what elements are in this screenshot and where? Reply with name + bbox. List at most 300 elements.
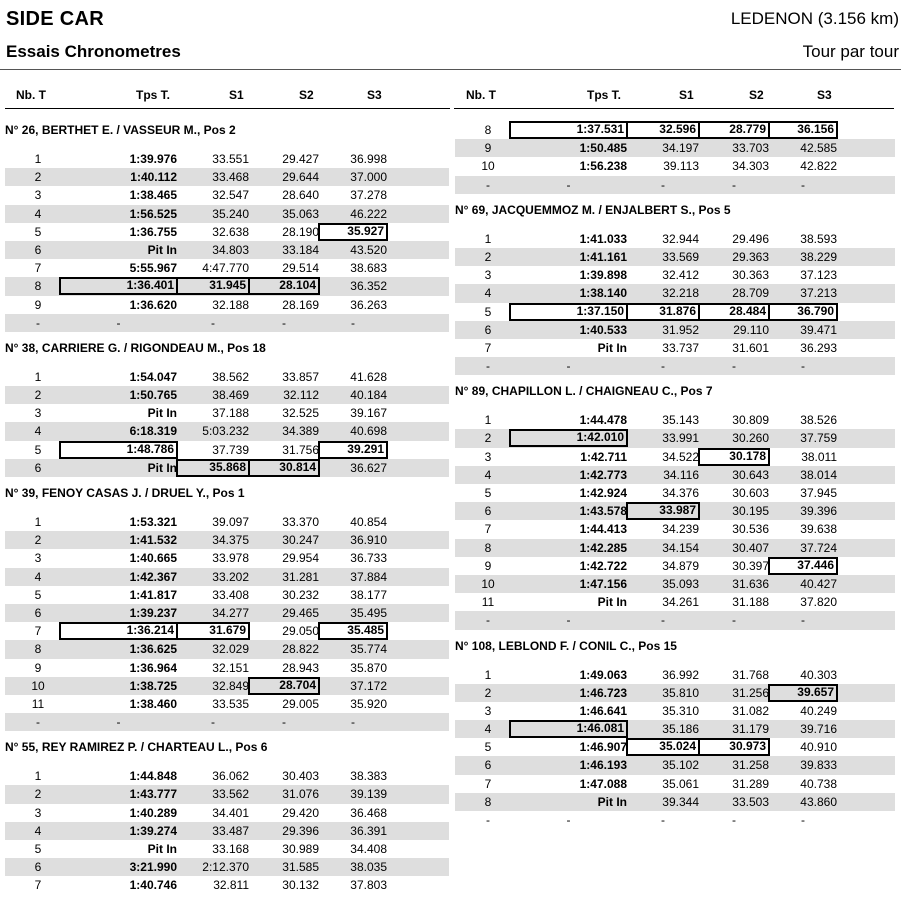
sector-3: 35.495 xyxy=(350,605,387,620)
sector-2: 31.768 xyxy=(732,667,769,682)
lap-time: 1:46.081 xyxy=(510,721,627,737)
sector-2: 29.954 xyxy=(282,551,319,566)
lap-time: 1:44.848 xyxy=(129,769,177,784)
lap-time: 1:47.088 xyxy=(579,776,627,791)
sector-2: 34.303 xyxy=(732,159,769,174)
lap-time: Pit In xyxy=(147,460,177,475)
sector-1: 34.522 xyxy=(662,449,699,464)
lap-time: 1:43.578 xyxy=(579,504,627,519)
col-s3: S3 xyxy=(817,88,832,102)
lap-number: - xyxy=(36,715,40,730)
sector-2: 33.703 xyxy=(732,141,769,156)
lap-number: 9 xyxy=(484,558,492,573)
lap-time: 1:42.010 xyxy=(510,430,627,446)
sector-2: 28.484 xyxy=(699,304,769,320)
table-row xyxy=(5,296,449,314)
table-row xyxy=(455,611,895,629)
sector-2: 30.989 xyxy=(282,842,319,856)
sector-3: 39.139 xyxy=(350,787,387,802)
lap-number: 4 xyxy=(484,467,492,482)
sector-3: 35.920 xyxy=(350,696,387,711)
lap-time: - xyxy=(566,613,571,628)
sector-1: - xyxy=(211,315,215,330)
sector-2: 30.132 xyxy=(282,878,319,893)
sector-1: 35.240 xyxy=(212,206,249,221)
sector-2: 35.063 xyxy=(282,206,319,221)
lap-number: 10 xyxy=(481,159,495,174)
sector-1: - xyxy=(211,715,215,730)
sector-3: 40.427 xyxy=(800,576,837,591)
lap-number: 6 xyxy=(34,605,42,620)
lap-number: 2 xyxy=(484,685,492,700)
lap-number: 1 xyxy=(34,369,42,384)
table-row xyxy=(455,157,895,175)
table-row xyxy=(5,168,449,186)
sector-3: 37.759 xyxy=(800,431,837,446)
sector-3: 35.870 xyxy=(350,660,387,675)
sector-2: 28.822 xyxy=(282,642,319,657)
sector-3: 38.014 xyxy=(800,467,837,482)
table-row xyxy=(5,205,449,223)
sector-3: 36.352 xyxy=(350,279,387,294)
sector-1: - xyxy=(661,177,665,192)
sector-1: 33.569 xyxy=(662,249,699,264)
sector-2: 33.857 xyxy=(282,369,319,384)
sector-3: 37.000 xyxy=(350,170,387,185)
sector-2: - xyxy=(732,177,736,192)
lap-number: 5 xyxy=(34,842,42,856)
sector-1: 34.376 xyxy=(662,486,699,500)
sector-1: 33.468 xyxy=(212,170,249,185)
sector-1: 37.739 xyxy=(212,442,249,457)
sector-1: 34.239 xyxy=(662,522,699,537)
sector-3: 39.167 xyxy=(350,406,387,421)
lap-number: 2 xyxy=(34,170,42,185)
sector-3: 37.803 xyxy=(350,878,387,893)
column-header-rule-right xyxy=(454,108,894,109)
table-row xyxy=(455,448,895,466)
lap-number: 7 xyxy=(484,522,492,537)
sector-3: 38.177 xyxy=(350,587,387,602)
sector-3: 36.468 xyxy=(350,805,387,820)
table-row xyxy=(5,858,449,876)
sector-2: 29.465 xyxy=(282,605,319,620)
session-title: N° 39, FENOY CASAS J. / DRUEL Y., Pos 1 xyxy=(5,486,245,500)
sector-2: 28.190 xyxy=(282,224,319,239)
sector-1: 33.987 xyxy=(627,503,699,519)
table-row xyxy=(455,284,895,302)
sector-3: 36.156 xyxy=(769,122,837,138)
sector-2: 30.809 xyxy=(732,413,769,428)
lap-time: Pit In xyxy=(597,794,627,809)
lap-time: 1:42.711 xyxy=(580,449,627,464)
lap-time: Pit In xyxy=(147,842,177,856)
lap-time: 1:56.525 xyxy=(129,206,177,221)
lap-time: - xyxy=(566,359,571,374)
sector-3: 36.790 xyxy=(769,304,837,320)
lap-time: 1:39.898 xyxy=(579,268,627,283)
table-row xyxy=(5,677,449,695)
lap-number: 5 xyxy=(34,442,42,457)
sector-1: 2:12.370 xyxy=(202,860,249,875)
table-row xyxy=(5,368,449,386)
table-row xyxy=(5,767,449,785)
lap-time: 1:46.723 xyxy=(579,685,627,700)
lap-number: - xyxy=(486,613,490,628)
table-row xyxy=(5,785,449,803)
sector-1: 33.535 xyxy=(212,696,249,711)
table-row xyxy=(455,756,895,774)
page-subtitle: Essais Chronometres xyxy=(6,42,181,61)
sector-2: 31.082 xyxy=(732,703,769,718)
sector-1: 35.186 xyxy=(662,722,699,737)
lap-number: 8 xyxy=(484,540,492,555)
sector-2: 28.779 xyxy=(699,122,769,138)
sector-1: 34.154 xyxy=(662,540,699,555)
lap-number: 6 xyxy=(34,860,42,875)
lap-time: 1:50.485 xyxy=(579,141,627,156)
col-s3: S3 xyxy=(367,88,382,102)
table-row xyxy=(5,150,449,168)
lap-number: 2 xyxy=(484,431,492,446)
sector-2: 28.640 xyxy=(282,188,319,203)
lap-number: 1 xyxy=(484,413,492,428)
sector-3: 39.716 xyxy=(800,722,837,737)
table-row xyxy=(5,277,449,295)
sector-3: 36.627 xyxy=(350,460,387,475)
lap-time: 1:48.786 xyxy=(60,442,177,458)
sector-2: 31.636 xyxy=(732,576,769,591)
table-row xyxy=(5,640,449,658)
sector-1: 34.197 xyxy=(662,141,699,156)
table-row xyxy=(5,513,449,531)
table-row xyxy=(455,266,895,284)
table-row xyxy=(455,248,895,266)
sector-2: 29.050 xyxy=(282,624,319,639)
table-row xyxy=(455,575,895,593)
sector-2: 31.585 xyxy=(282,860,319,875)
lap-number: 8 xyxy=(34,642,42,657)
sector-1: 39.344 xyxy=(662,794,699,809)
lap-number: 3 xyxy=(34,188,42,203)
table-row xyxy=(5,822,449,840)
sector-3: 39.657 xyxy=(769,685,837,701)
table-row xyxy=(455,484,895,502)
lap-number: 6 xyxy=(484,758,492,773)
sector-2: - xyxy=(732,613,736,628)
sector-2: 30.603 xyxy=(732,486,769,500)
sector-1: 34.375 xyxy=(212,533,249,548)
sector-1: 34.879 xyxy=(662,558,699,573)
lap-number: 5 xyxy=(34,224,42,239)
circuit-label: LEDENON (3.156 km) xyxy=(730,9,899,28)
sector-3: 37.945 xyxy=(800,486,837,500)
sector-2: 30.407 xyxy=(732,540,769,555)
page-title: SIDE CAR xyxy=(6,8,104,30)
sector-2: 33.503 xyxy=(732,794,769,809)
session-title: N° 89, CHAPILLON L. / CHAIGNEAU C., Pos 7 xyxy=(455,384,713,399)
sector-3: 34.408 xyxy=(350,842,387,856)
lap-number: 6 xyxy=(34,460,42,475)
sector-1: 35.061 xyxy=(662,776,699,791)
sector-3: 35.774 xyxy=(350,642,387,657)
sector-3: 36.910 xyxy=(350,533,387,548)
table-row xyxy=(5,622,449,640)
sector-3: 39.638 xyxy=(800,522,837,537)
lap-number: 2 xyxy=(34,388,42,403)
lap-time: 1:40.533 xyxy=(579,322,627,337)
table-row xyxy=(5,713,449,731)
sector-2: 30.178 xyxy=(699,449,769,465)
col-nb: Nb. T xyxy=(466,88,496,102)
lap-number: - xyxy=(36,315,40,330)
sector-2: - xyxy=(732,813,736,827)
table-row xyxy=(455,593,895,611)
table-row xyxy=(5,604,449,622)
sector-1: 32.218 xyxy=(662,286,699,301)
table-row xyxy=(455,539,895,557)
sector-3: 37.213 xyxy=(800,286,837,301)
sector-1: 32.412 xyxy=(662,268,699,283)
sector-2: 30.973 xyxy=(699,739,769,755)
sector-2: 30.260 xyxy=(732,431,769,446)
right-column xyxy=(455,121,895,829)
lap-number: 9 xyxy=(34,660,42,675)
table-row xyxy=(455,666,895,684)
sector-1: - xyxy=(661,813,665,827)
lap-time: 1:36.401 xyxy=(60,278,177,294)
sector-1: 32.638 xyxy=(212,224,249,239)
sector-3: 39.291 xyxy=(319,442,387,458)
lap-time: 1:44.413 xyxy=(579,522,627,537)
table-row xyxy=(455,230,895,248)
lap-time: 1:47.156 xyxy=(579,576,627,591)
lap-number: 7 xyxy=(34,624,42,639)
sector-2: - xyxy=(282,315,286,330)
sector-1: 32.944 xyxy=(662,231,699,246)
lap-number: 6 xyxy=(484,322,492,337)
sector-1: 33.562 xyxy=(212,787,249,802)
sector-1: 35.102 xyxy=(662,758,699,773)
lap-number: 10 xyxy=(481,576,495,591)
table-row xyxy=(455,793,895,811)
lap-number: 2 xyxy=(484,249,492,264)
sector-3: 40.910 xyxy=(800,740,837,755)
sector-3: 36.998 xyxy=(350,152,387,166)
sector-1: 33.551 xyxy=(212,152,249,166)
lap-time: 1:37.531 xyxy=(510,122,627,138)
lap-number: 5 xyxy=(484,304,492,319)
lap-number: 7 xyxy=(484,340,492,355)
sector-3: - xyxy=(801,359,805,374)
lap-time: 1:40.665 xyxy=(129,551,177,566)
sector-3: 39.471 xyxy=(800,322,837,337)
sector-3: 39.396 xyxy=(800,504,837,519)
sector-2: 34.389 xyxy=(282,424,319,439)
lap-number: 10 xyxy=(31,678,45,693)
sector-3: 40.854 xyxy=(350,515,387,529)
table-row xyxy=(455,702,895,720)
sector-1: 33.737 xyxy=(662,340,699,355)
sector-3: - xyxy=(801,813,805,827)
lap-time: 1:40.112 xyxy=(130,170,177,185)
sector-2: 31.289 xyxy=(732,776,769,791)
sector-3: 36.733 xyxy=(350,551,387,566)
table-row xyxy=(5,549,449,567)
lap-number: 4 xyxy=(34,206,42,221)
lap-time: 1:36.964 xyxy=(129,660,177,675)
lap-time: - xyxy=(116,315,121,330)
sector-1: 33.202 xyxy=(212,569,249,584)
sector-1: 34.803 xyxy=(212,242,249,257)
sector-2: 32.112 xyxy=(283,388,319,403)
sector-1: 31.679 xyxy=(177,623,249,639)
sector-2: 31.756 xyxy=(282,442,319,457)
sector-2: 29.514 xyxy=(282,261,319,276)
lap-time: 1:41.033 xyxy=(579,231,627,246)
lap-number: 3 xyxy=(484,449,492,464)
lap-time: 1:36.620 xyxy=(129,297,177,312)
sector-2: 31.281 xyxy=(282,569,319,584)
lap-time: 1:39.274 xyxy=(129,823,177,838)
lap-number: 7 xyxy=(34,878,42,893)
sector-1: 35.143 xyxy=(662,413,699,428)
left-column xyxy=(5,114,449,895)
lap-time: 1:41.532 xyxy=(129,533,177,548)
lap-time: 1:40.289 xyxy=(129,805,177,820)
sector-2: 31.258 xyxy=(732,758,769,773)
sector-3: 43.860 xyxy=(800,794,837,809)
lap-time: 1:42.722 xyxy=(579,558,627,573)
sector-1: 34.401 xyxy=(212,805,249,820)
sector-2: 29.363 xyxy=(732,249,769,264)
sector-3: 40.184 xyxy=(350,388,387,403)
sector-3: 40.303 xyxy=(800,667,837,682)
lap-number: 8 xyxy=(484,794,492,809)
lap-number: 3 xyxy=(484,268,492,283)
sector-3: 35.485 xyxy=(319,623,387,639)
table-row xyxy=(455,411,895,429)
lap-time: 1:42.367 xyxy=(129,569,177,584)
lap-number: 3 xyxy=(484,703,492,718)
sector-1: 33.991 xyxy=(662,431,699,446)
sector-3: 37.172 xyxy=(350,678,387,693)
sector-2: 29.396 xyxy=(282,823,319,838)
table-row xyxy=(5,386,449,404)
sector-2: 31.179 xyxy=(732,722,769,737)
sector-1: 33.487 xyxy=(212,823,249,838)
lap-number: 4 xyxy=(34,823,42,838)
sector-1: 31.876 xyxy=(627,304,699,320)
sector-1: 38.562 xyxy=(212,369,249,384)
lap-time: 1:38.140 xyxy=(579,286,627,301)
table-row xyxy=(5,804,449,822)
table-row xyxy=(5,223,449,241)
sector-2: 29.496 xyxy=(732,231,769,246)
table-row xyxy=(5,586,449,604)
lap-number: 1 xyxy=(484,231,492,246)
lap-number: 8 xyxy=(484,123,492,137)
session-title: N° 108, LEBLOND F. / CONIL C., Pos 15 xyxy=(455,638,677,653)
lap-time: 1:50.765 xyxy=(129,388,177,403)
lap-time: 1:41.161 xyxy=(579,249,627,264)
lap-number: 8 xyxy=(34,279,42,294)
sector-2: 30.403 xyxy=(282,769,319,784)
col-s1: S1 xyxy=(229,88,244,102)
sector-1: 38.469 xyxy=(212,388,249,403)
sector-3: 38.683 xyxy=(350,261,387,276)
sector-1: 33.408 xyxy=(212,587,249,602)
sector-3: 42.585 xyxy=(800,141,837,156)
lap-number: 3 xyxy=(34,551,42,566)
lap-number: 4 xyxy=(484,722,492,737)
sector-3: 37.278 xyxy=(350,188,387,203)
lap-number: 11 xyxy=(481,595,495,610)
sector-1: 32.188 xyxy=(212,297,249,312)
session-title: N° 55, REY RAMIREZ P. / CHARTEAU L., Pos 6 xyxy=(5,740,268,755)
sector-1: 35.868 xyxy=(177,460,249,476)
sector-2: 31.076 xyxy=(282,787,319,802)
sector-1: 32.849 xyxy=(212,678,249,693)
lap-number: 1 xyxy=(34,515,42,529)
lap-time: 1:53.321 xyxy=(129,515,177,529)
sector-2: 28.709 xyxy=(732,286,769,301)
sector-3: - xyxy=(351,315,355,330)
lap-time: 1:38.725 xyxy=(129,678,177,693)
lap-time: 1:39.976 xyxy=(129,152,177,166)
lap-number: - xyxy=(486,813,490,827)
lap-time: 1:54.047 xyxy=(129,369,177,384)
lap-number: 5 xyxy=(34,587,42,602)
lap-number: 5 xyxy=(484,486,492,500)
table-row xyxy=(5,186,449,204)
sector-1: 34.261 xyxy=(662,595,699,610)
lap-number: 7 xyxy=(484,776,492,791)
sector-3: 39.833 xyxy=(800,758,837,773)
sector-2: 29.420 xyxy=(282,805,319,820)
sector-2: 30.232 xyxy=(282,587,319,602)
sector-3: 36.391 xyxy=(350,823,387,838)
sector-1: 32.596 xyxy=(627,122,699,138)
sector-1: 37.188 xyxy=(212,406,249,421)
lap-time: 1:56.238 xyxy=(579,159,627,174)
table-row xyxy=(455,502,895,520)
lap-time: 3:21.990 xyxy=(129,860,177,875)
table-row xyxy=(455,775,895,793)
lap-time: 1:46.641 xyxy=(579,703,627,718)
lap-time: Pit In xyxy=(597,595,627,610)
sector-2: 31.188 xyxy=(732,595,769,610)
sector-2: 31.256 xyxy=(732,685,769,700)
table-row xyxy=(5,259,449,277)
sector-2: 30.643 xyxy=(732,467,769,482)
sector-3: 36.263 xyxy=(350,297,387,312)
sector-2: 28.104 xyxy=(249,278,319,294)
sector-3: 40.738 xyxy=(800,776,837,791)
sector-2: 30.814 xyxy=(249,460,319,476)
sector-3: 35.927 xyxy=(319,224,387,240)
sector-1: 34.116 xyxy=(663,467,699,482)
table-row xyxy=(455,466,895,484)
lap-time: 5:55.967 xyxy=(129,261,177,276)
table-row xyxy=(5,241,449,259)
lap-number: 9 xyxy=(484,141,492,156)
sector-2: 29.005 xyxy=(282,696,319,711)
sector-1: 32.811 xyxy=(213,878,249,893)
lap-number: 3 xyxy=(34,805,42,820)
lap-number: 4 xyxy=(34,424,42,439)
sector-3: - xyxy=(801,613,805,628)
